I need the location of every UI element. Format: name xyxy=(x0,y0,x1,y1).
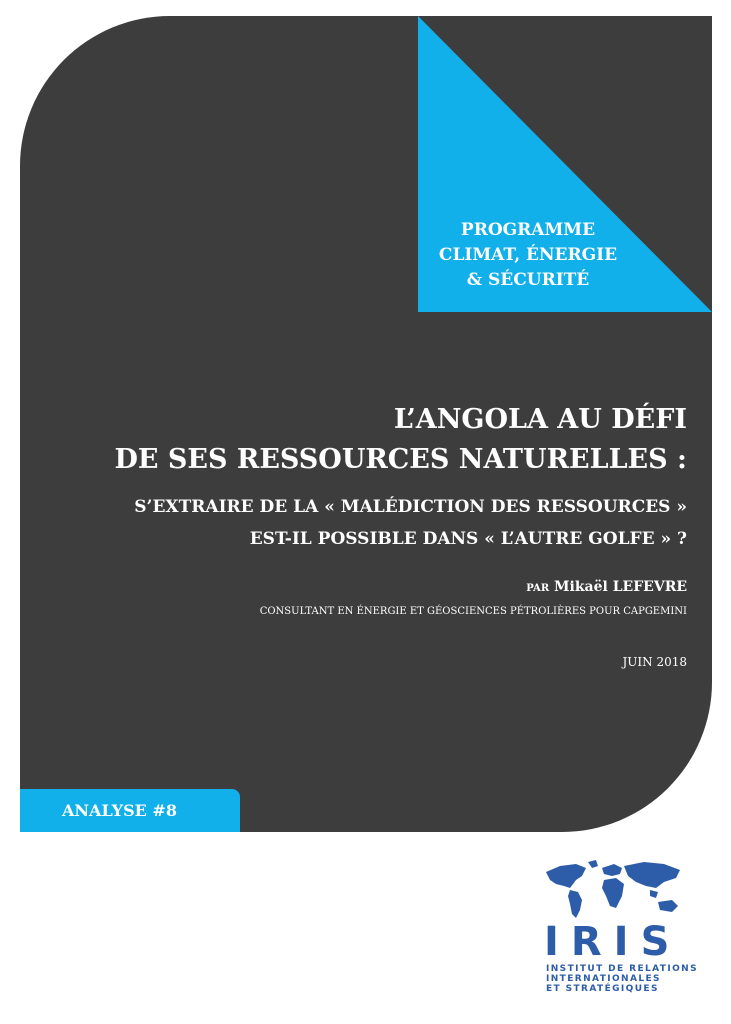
world-map-icon xyxy=(540,858,690,922)
author-affiliation: CONSULTANT EN ÉNERGIE ET GÉOSCIENCES PÉTROLIÈRES POUR CAPGEMINI xyxy=(259,606,687,617)
document-title xyxy=(47,400,687,480)
title-line: DE SES RESSOURCES NATURELLES : xyxy=(114,444,687,475)
publication-date: JUIN 2018 xyxy=(622,655,687,669)
logo-caption-line: ET STRATÉGIQUES xyxy=(546,984,659,994)
logo-caption-line: INTERNATIONALES xyxy=(546,974,661,984)
logo-wordmark: IRIS xyxy=(544,919,682,965)
subtitle-line: EST-IL POSSIBLE DANS « L’AUTRE GOLFE » ? xyxy=(249,529,687,549)
program-line: & SÉCURITÉ xyxy=(466,270,590,290)
subtitle-line: S’EXTRAIRE DE LA « MALÉDICTION DES RESSOURCES » xyxy=(134,497,687,517)
document-subtitle xyxy=(47,491,687,555)
author-line xyxy=(47,579,687,595)
program-line: CLIMAT, ÉNERGIE xyxy=(438,245,618,265)
logo-caption xyxy=(546,964,698,994)
author-name: Mikaël LEFEVRE xyxy=(554,579,687,595)
title-line: L’ANGOLA AU DÉFI xyxy=(393,404,687,435)
author-prefix: PAR xyxy=(526,583,550,594)
program-line: PROGRAMME xyxy=(460,220,596,240)
program-label xyxy=(424,218,632,293)
iris-logo xyxy=(540,858,700,998)
analysis-badge: ANALYSE #8 xyxy=(20,789,240,832)
logo-caption-line: INSTITUT DE RELATIONS xyxy=(546,964,698,974)
